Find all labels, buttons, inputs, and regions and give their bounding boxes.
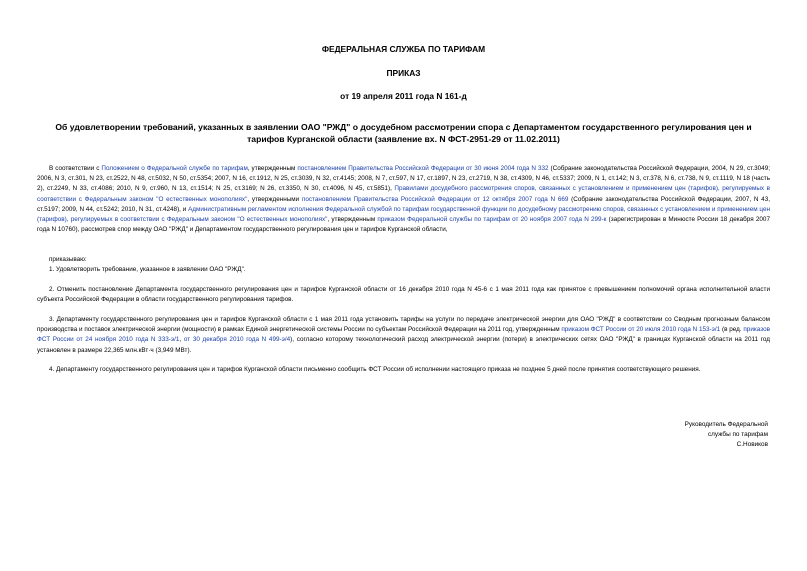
document-date-number: от 19 апреля 2011 года N 161-д (340, 91, 467, 101)
agency-name: ФЕДЕРАЛЬНАЯ СЛУЖБА ПО ТАРИФАМ (321, 44, 486, 54)
signature-position-line2: службы по тарифам (707, 431, 768, 438)
preamble-text: (Собрание законодательства Российской Федерации, 2004, N 29, ст.3049; 2006, N 3, ст.301, N 23, ст.2522, N 48, ст.5032, N 50, ст.5354; 2007, N 16, ст.1912, N 25, ст.3039, N 32, ст.4145; 2008, N 7, ст.597, N 17, ст.1897, N 23, ст.2719, N 38, ст.4309, N 46, ст.5337; 2009, N 1, ст.142; N 3, ст.378, N 6, ст.738, N 9, ст.1119, N 18 (часть 2), ст.2249, N 33, ст.4086; 2010, N 9, ст.960, N 13, ст.1514; N 25, ст.3169; N 26, ст.3350, N 30, ст.4096, N 45, ст.5851), (37, 165, 770, 193)
preamble-text: В соответствии с (49, 165, 102, 172)
preamble-text: , утвержденным (327, 216, 378, 224)
link-fst-order-499[interactable]: от 30 декабря 2010 года N 499-э/4 (183, 336, 291, 344)
link-administrative-regulation[interactable]: Административным регламентом исполнения Федеральной службой по тарифам государственной функции по досудебному рассмотрению споров, связанных с установлением и применением цен (тарифов), регулируемых в соответствии с Федеральным законом "О естественных монополиях" (37, 205, 770, 224)
item-4: 4. Департаменту государственного регулирования цен и тарифов Курганской области письменно сообщить ФСТ России об исполнении настоящего приказа не позднее 5 дней после принятия соответствующего решения. (49, 366, 701, 373)
document-type: ПРИКАЗ (386, 68, 421, 78)
item-1: 1. Удовлетворить требование, указанное в заявлении ОАО "РЖД". (49, 266, 246, 273)
signature-name: С.Новиков (736, 441, 768, 448)
link-dispute-rules[interactable]: Правилами досудебного рассмотрения споров, связанных с установлением и применением цен (тарифов), регулируемых в соответствии с Федеральным законом "О естественных монополиях" (37, 185, 770, 203)
document-title: Об удовлетворении требований, указанных в заявлении ОАО "РЖД" о досудебном рассмотрении спора с Департаментом государственного регулирования цен и тарифов Курганской области (заявление вх. N ФСТ-2951-29 от 11.02.2011) (55, 122, 752, 144)
signature-position-line1: Руководитель Федеральной (684, 421, 768, 428)
item-3: 3. Департаменту государственного регулирования цен и тарифов Курганской области с 1 мая 2011 года установить тарифы на услуги по передаче электрической энергии для ОАО "РЖД" в соответствии со Сводным прогнозным балансом производства и поставок электрической энергии (мощности) в рамках Единой энергетической системы России по субъектам Российской Федерации на 2011 год, утвержденным приказом ФСТ России от 20 июля 2010 года N 153-э/1 (в ред. приказов ФСТ России от 24 ноября 2010 года N 333-э/1, от 30 декабря 2010 года N 499-э/4), согласно которому технологический расход электрической энергии (потери) в электрических сетях ОАО "РЖД" в границах Курганской области на 2011 год установлен в размере 22,365 млн.кВт·ч (3,949 МВт). (37, 316, 770, 354)
preamble-text: (Собрание законодательства Российской Федерации, 2007, N 43, ст.5197; 2009, N 44, ст.5242; 2010, N 31, ст.4248), и (37, 195, 770, 213)
preamble-text: , утвержденным (247, 165, 298, 172)
item-2: 2. Отменить постановление Департамента государственного регулирования цен и тарифов Курганской области от 16 декабря 2010 года N 45-6 с 1 мая 2011 года как принятое с превышением полномочий органа исполнительной власти субъекта Российской Федерации в области государственного регулирования тарифов. (37, 286, 770, 304)
preamble-text: (зарегистрирован в Минюсте России 18 декабря 2007 года N 10760), рассмотрев спор между ОАО "РЖД" и Департаментом государственного регулирования цен и тарифов Курганской области, (37, 216, 770, 234)
link-government-decree-669[interactable]: постановлением Правительства Российской Федерации от 12 октября 2007 года N 669 (301, 195, 569, 203)
link-fst-order-153[interactable]: приказом ФСТ России от 20 июля 2010 года N 153-э/1 (561, 326, 721, 334)
preamble-paragraph (37, 164, 770, 235)
preamble-text: , утвержденными (247, 195, 302, 203)
signature-block (600, 420, 768, 450)
link-fst-regulation[interactable]: Положением о Федеральной службе по тарифам (101, 165, 248, 172)
link-fst-order-299k[interactable]: приказом Федеральной службы по тарифам от 20 ноября 2007 года N 299-к (377, 216, 607, 224)
order-word: приказываю: (49, 256, 87, 263)
link-fst-order-333[interactable]: приказов ФСТ России от 24 ноября 2010 года N 333-э/1 (37, 326, 770, 344)
link-government-decree-332[interactable]: постановлением Правительства Российской Федерации от 30 июня 2004 года N 332 (297, 165, 549, 172)
